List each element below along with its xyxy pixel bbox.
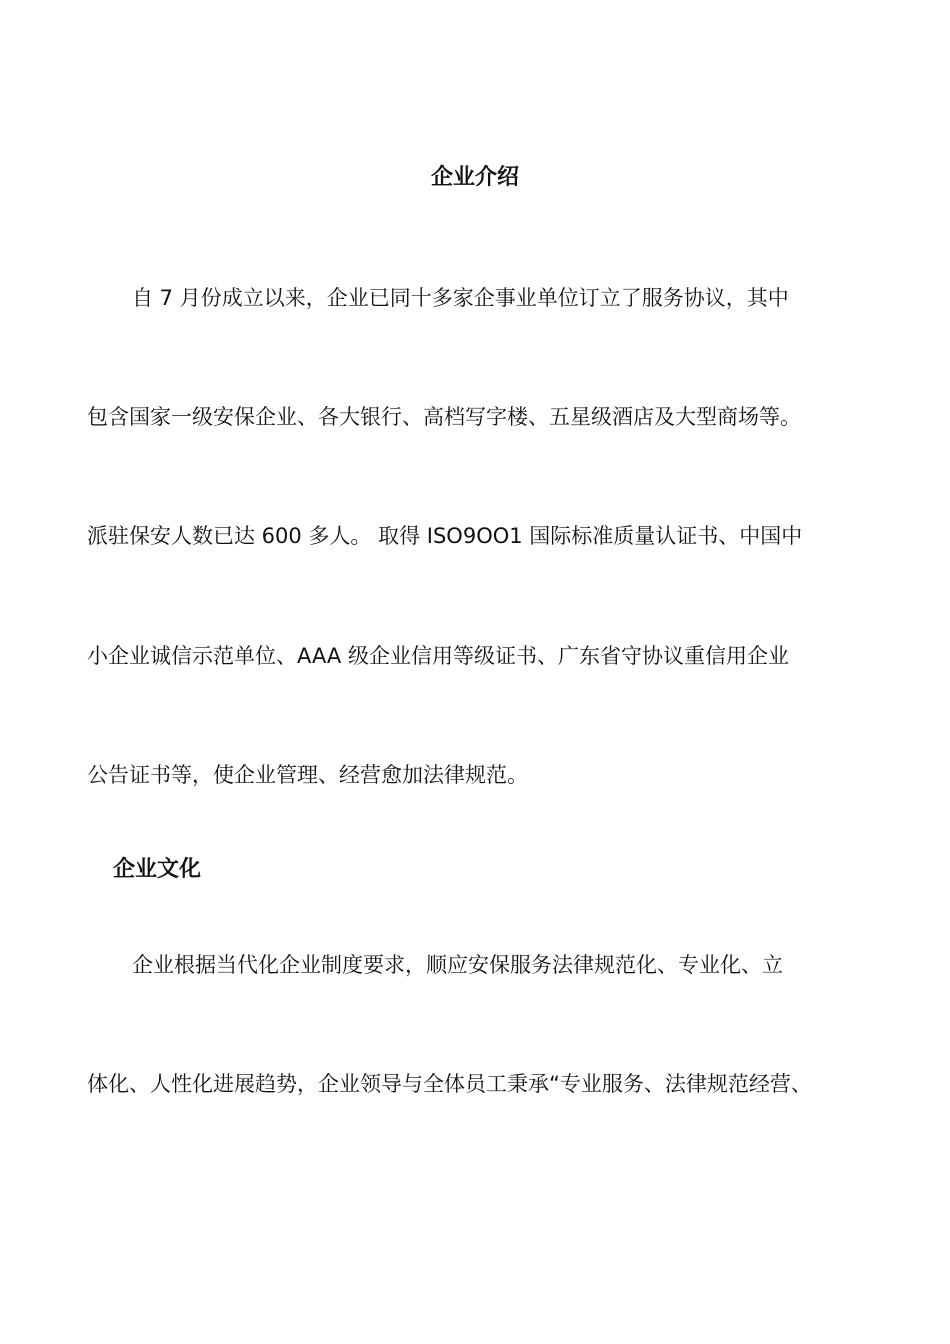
culture-paragraph-line-1: 企业根据当代化企业制度要求，顺应安保服务法律规范化、专业化、立	[132, 953, 783, 977]
culture-paragraph-line-2: 体化、人性化进展趋势，企业领导与全体员工秉承“专业服务、法律规范经营、	[87, 1072, 812, 1096]
intro-paragraph-line-3: 派驻保安人数已达 600 多人。 取得 ISO9OO1 国际标准质量认证书、中国中	[87, 524, 803, 548]
section-title-company-intro: 企业介绍	[430, 165, 519, 190]
section-title-company-culture: 企业文化	[113, 857, 202, 882]
intro-paragraph-line-5: 公告证书等，使企业管理、经营愈加法律规范。	[87, 763, 528, 787]
intro-paragraph-line-1: 自 7 月份成立以来，企业已同十多家企事业单位订立了服务协议，其中	[132, 286, 789, 310]
intro-paragraph-line-2: 包含国家一级安保企业、各大银行、高档写字楼、五星级酒店及大型商场等。	[87, 405, 801, 429]
intro-paragraph-line-4: 小企业诚信示范单位、AAA 级企业信用等级证书、广东省守协议重信用企业	[87, 644, 789, 668]
